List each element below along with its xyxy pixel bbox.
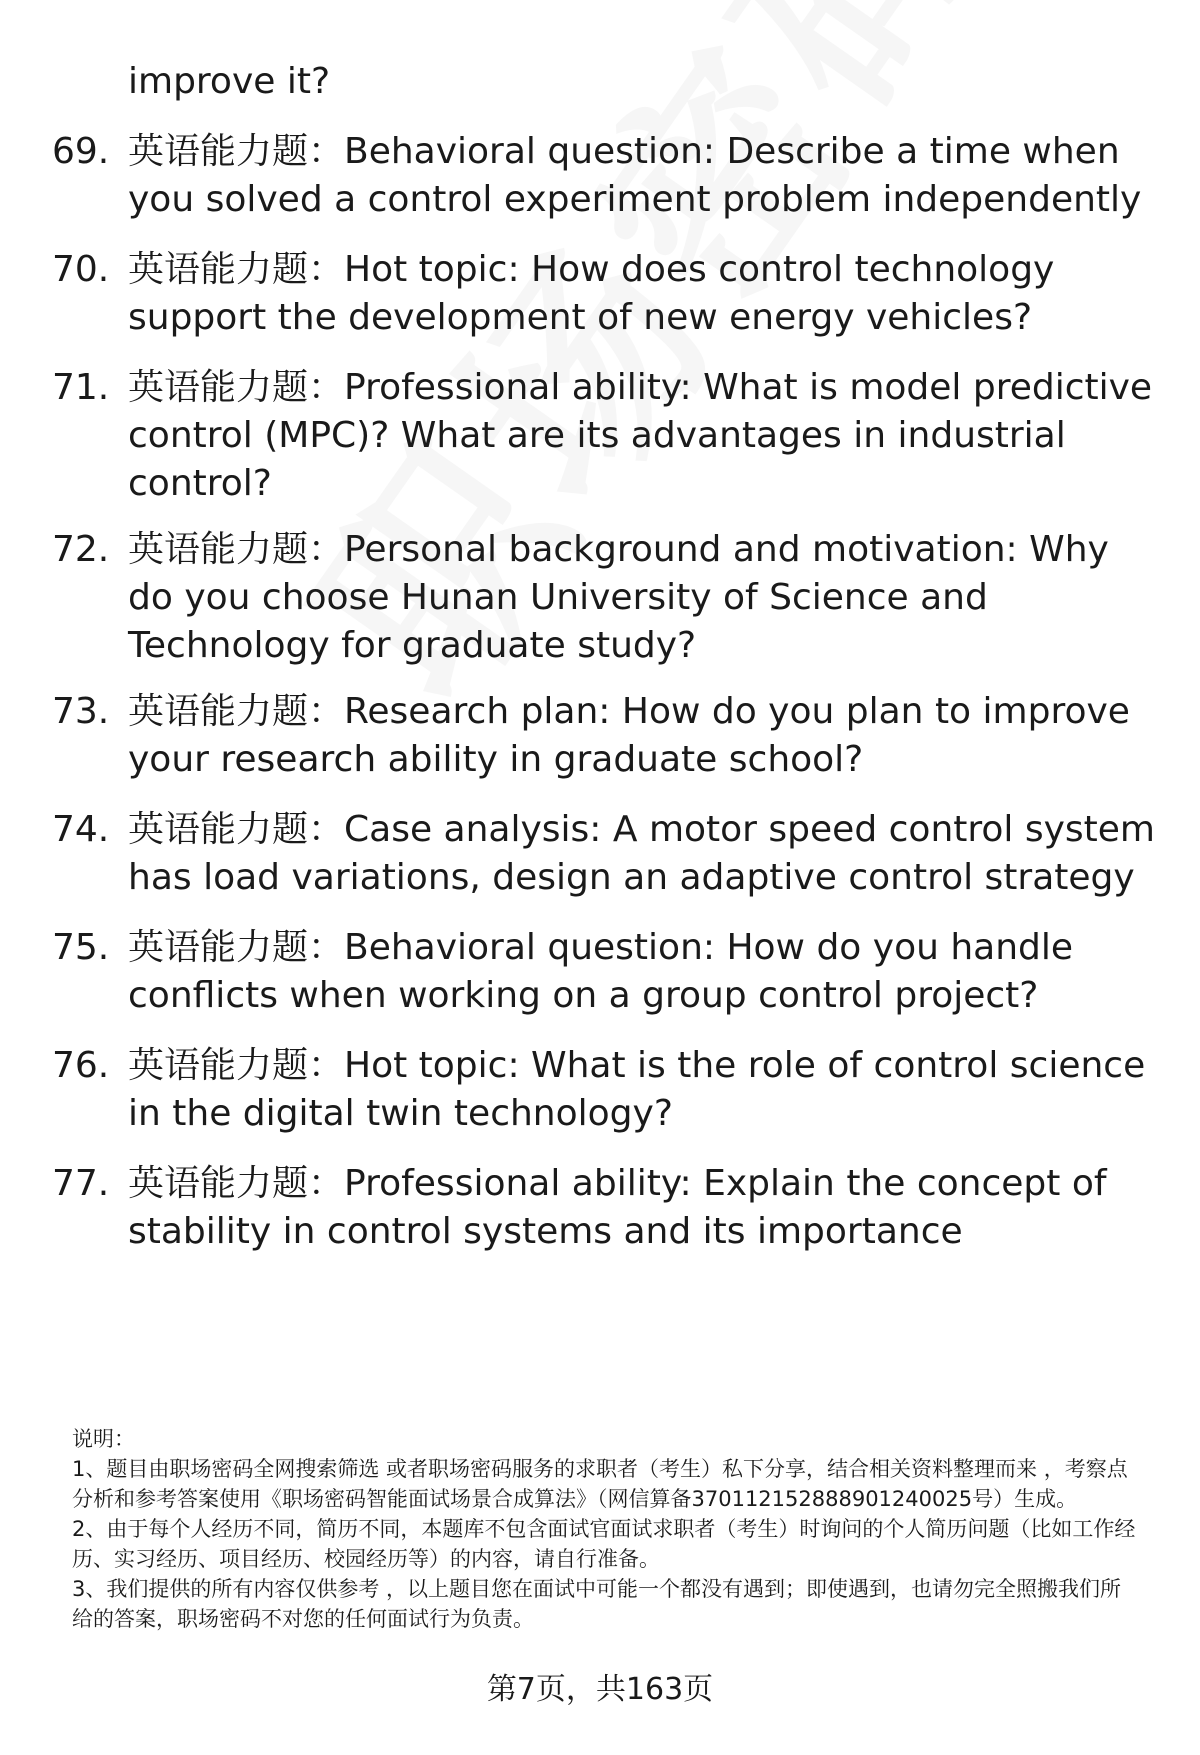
continuation-text: improve it? bbox=[128, 61, 331, 102]
question-item bbox=[52, 1042, 1162, 1138]
question-item bbox=[52, 924, 1162, 1020]
question-text: 英语能力题：Research plan: How do you plan to improve your research ability in graduate school? bbox=[128, 691, 1130, 780]
question-number: 76. bbox=[52, 1045, 110, 1086]
question-number: 72. bbox=[52, 529, 110, 570]
question-item bbox=[52, 526, 1162, 670]
question-number: 70. bbox=[52, 249, 110, 290]
notes-heading: 说明： bbox=[72, 1427, 135, 1451]
question-text: 英语能力题：Hot topic: What is the role of control science in the digital twin technology? bbox=[128, 1045, 1146, 1134]
question-item bbox=[52, 1160, 1162, 1256]
question-text: 英语能力题：Professional ability: Explain the concept of stability in control systems and its importance bbox=[128, 1163, 1107, 1252]
question-number: 69. bbox=[52, 131, 110, 172]
question-number: 71. bbox=[52, 367, 110, 408]
question-number: 75. bbox=[52, 927, 110, 968]
notes-section bbox=[72, 1424, 1142, 1634]
question-number: 74. bbox=[52, 809, 110, 850]
question-item bbox=[52, 128, 1162, 224]
notes-item: 2、由于每个人经历不同，简历不同，本题库不包含面试官面试求职者（考生）时询问的个人简历问题（比如工作经历、实习经历、项目经历、校园经历等）的内容，请自行准备。 bbox=[72, 1517, 1136, 1571]
question-text: 英语能力题：Behavioral question: How do you handle conflicts when working on a group control project? bbox=[128, 927, 1074, 1016]
question-item bbox=[52, 688, 1162, 784]
question-number: 77. bbox=[52, 1163, 110, 1204]
question-text: 英语能力题：Hot topic: How does control technology support the development of new energy vehicles? bbox=[128, 249, 1055, 338]
question-number: 73. bbox=[52, 691, 110, 732]
question-text: 英语能力题：Behavioral question: Describe a time when you solved a control experiment problem independently bbox=[128, 131, 1142, 220]
question-item bbox=[52, 364, 1162, 508]
page-number: 第7页，共163页 bbox=[486, 1672, 714, 1707]
question-item bbox=[52, 246, 1162, 342]
question-text: 英语能力题：Case analysis: A motor speed control system has load variations, design an adaptive control strategy bbox=[128, 809, 1156, 898]
notes-item: 1、题目由职场密码全网搜索筛选 或者职场密码服务的求职者（考生）私下分享，结合相关资料整理而来 ，考察点分析和参考答案使用《职场密码智能面试场景合成算法》（网信算备370112152888901240025号）生成。 bbox=[72, 1457, 1128, 1511]
notes-item: 3、我们提供的所有内容仅供参考 ，以上题目您在面试中可能一个都没有遇到；即使遇到，也请勿完全照搬我们所给的答案，职场密码不对您的任何面试行为负责。 bbox=[72, 1577, 1122, 1631]
question-text: 英语能力题：Personal background and motivation: Why do you choose Hunan University of Science and Technology for graduate study? bbox=[128, 529, 1109, 666]
question-text: 英语能力题：Professional ability: What is model predictive control (MPC)? What are its advantages in industrial control? bbox=[128, 367, 1153, 504]
question-item bbox=[52, 806, 1162, 902]
